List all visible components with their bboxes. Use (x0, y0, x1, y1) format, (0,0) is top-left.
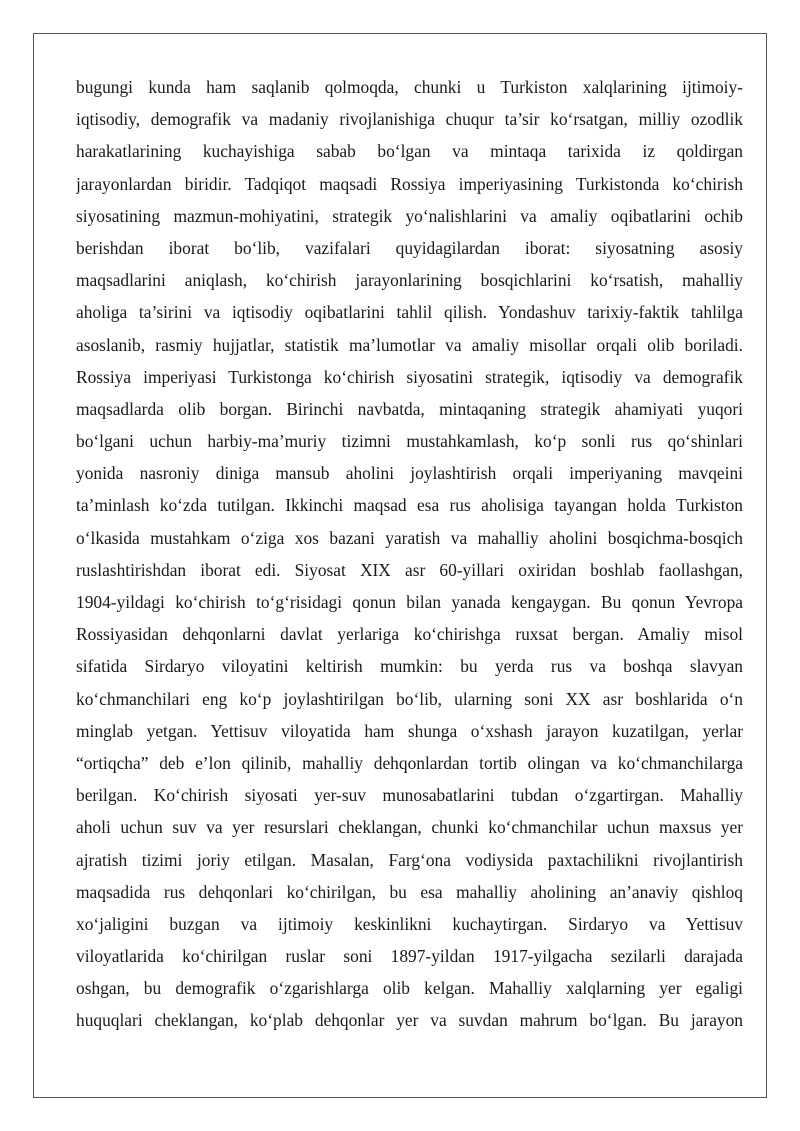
text-line: ko‘chmanchilari eng ko‘p joylashtirilgan bo‘lib, ularning soni XX asr boshlarida o‘n (76, 688, 743, 709)
text-line: jarayonlardan biridir. Tadqiqot maqsadi Rossiya imperiyasining Turkistonda ko‘chirish (76, 173, 743, 194)
text-line: berishdan iborat bo‘lib, vazifalari quyidagilardan iborat: siyosatning asosiy (76, 237, 743, 258)
text-line: Rossiyasidan dehqonlarni davlat yerlariga ko‘chirishga ruxsat bergan. Amaliy misol (76, 624, 743, 645)
text-line: harakatlarining kuchayishiga sabab bo‘lgan va mintaqa tarixida iz qoldirgan (76, 141, 743, 162)
text-line: Rossiya imperiyasi Turkistonga ko‘chirish siyosatini strategik, iqtisodiy va demografik (76, 366, 743, 387)
body-text (76, 71, 743, 1037)
text-line: asoslanib, rasmiy hujjatlar, statistik ma’lumotlar va amaliy misollar orqali olib boriladi. (76, 334, 743, 355)
text-line: 1904-yildagi ko‘chirish to‘g‘risidagi qonun bilan yanada kengaygan. Bu qonun Yevropa (76, 592, 743, 612)
text-line: bo‘lgani uchun harbiy-ma’muriy tizimni mustahkamlash, ko‘p sonli rus qo‘shinlari (76, 431, 743, 452)
text-line: oshgan, bu demografik o‘zgarishlarga olib kelgan. Mahalliy xalqlarning yer egaligi (76, 978, 743, 999)
text-line: maqsadlarda olib borgan. Birinchi navbatda, mintaqaning strategik ahamiyati yuqori (76, 398, 743, 419)
text-line: maqsadlarini aniqlash, ko‘chirish jarayonlarining bosqichlarini ko‘rsatish, mahalliy (76, 270, 743, 291)
text-line: ta’minlash ko‘zda tutilgan. Ikkinchi maqsad esa rus aholisiga tayangan holda Turkiston (76, 495, 743, 516)
text-line: berilgan. Ko‘chirish siyosati yer-suv munosabatlarini tubdan o‘zgartirgan. Mahalliy (76, 785, 743, 806)
text-line: sifatida Sirdaryo viloyatini keltirish mumkin: bu yerda rus va boshqa slavyan (76, 656, 743, 677)
text-line: “ortiqcha” deb e’lon qilinib, mahalliy dehqonlardan tortib olingan va ko‘chmanchilarga (76, 752, 743, 773)
text-line: aholi uchun suv va yer resurslari cheklangan, chunki ko‘chmanchilar uchun maxsus yer (76, 817, 743, 838)
text-line: o‘lkasida mustahkam o‘ziga xos bazani yaratish va mahalliy aholini bosqichma-bosqich (76, 527, 743, 548)
text-line: yonida nasroniy diniga mansub aholini joylashtirish orqali imperiyaning mavqeini (76, 463, 743, 484)
text-line: minglab yetgan. Yettisuv viloyatida ham shunga o‘xshash jarayon kuzatilgan, yerlar (76, 720, 743, 741)
text-line: ajratish tizimi joriy etilgan. Masalan, Farg‘ona vodiysida paxtachilikni rivojlantirish (76, 849, 743, 870)
text-line: xo‘jaligini buzgan va ijtimoiy keskinlikni kuchaytirgan. Sirdaryo va Yettisuv (76, 913, 743, 934)
text-line: aholiga ta’sirini va iqtisodiy oqibatlarini tahlil qilish. Yondashuv tarixiy-faktik tahlilga (76, 302, 743, 323)
text-line: iqtisodiy, demografik va madaniy rivojlanishiga chuqur ta’sir ko‘rsatgan, milliy ozodlik (76, 109, 743, 130)
text-line: maqsadida rus dehqonlari ko‘chirilgan, bu esa mahalliy aholining an’anaviy qishloq (76, 881, 743, 902)
text-line: ruslashtirishdan iborat edi. Siyosat XIX asr 60-yillari oxiridan boshlab faollashgan, (76, 559, 743, 580)
text-line: siyosatining mazmun-mohiyatini, strategik yo‘nalishlarini va amaliy oqibatlarini ochib (76, 205, 743, 226)
text-line: viloyatlarida ko‘chirilgan ruslar soni 1897-yildan 1917-yilgacha sezilarli darajada (76, 946, 743, 967)
text-line: bugungi kunda ham saqlanib qolmoqda, chunki u Turkiston xalqlarining ijtimoiy- (76, 77, 743, 97)
text-line: huquqlari cheklangan, ko‘plab dehqonlar yer va suvdan mahrum bo‘lgan. Bu jarayon (76, 1010, 743, 1031)
